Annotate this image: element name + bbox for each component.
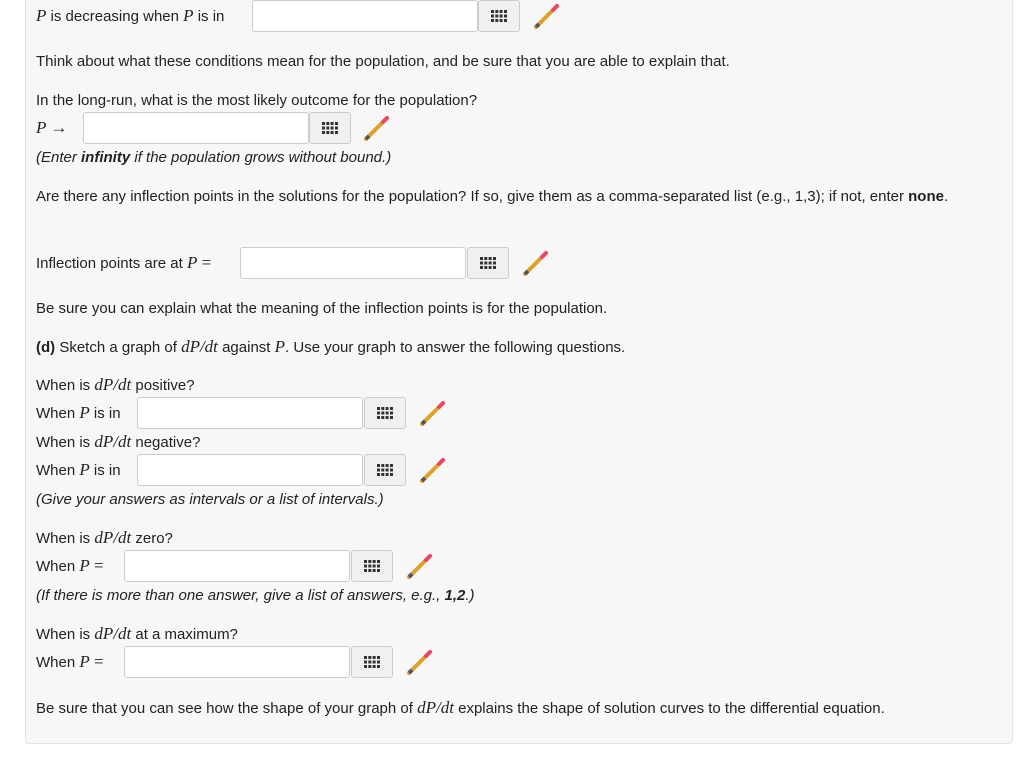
positive-label: When P is in	[36, 403, 121, 422]
inflection-input[interactable]	[241, 248, 465, 278]
final-explain-text: Be sure that you can see how the shape of your graph of dP/dt explains the shape of solution curves to the differential equation.	[36, 698, 885, 717]
equation-palette-button[interactable]	[364, 397, 406, 429]
pencil-preview-icon[interactable]	[532, 3, 560, 31]
positive-question: When is dP/dt positive?	[36, 375, 195, 394]
negative-input[interactable]	[138, 455, 362, 485]
longrun-answer-box[interactable]	[83, 112, 309, 144]
intervals-hint: (Give your answers as intervals or a list of intervals.)	[36, 491, 384, 508]
zero-label: When P =	[36, 556, 104, 575]
positive-answer-box[interactable]	[137, 397, 363, 429]
pencil-preview-icon[interactable]	[418, 400, 446, 428]
longrun-hint: (Enter infinity if the population grows without bound.)	[36, 149, 392, 166]
decreasing-answer-box[interactable]	[252, 0, 478, 32]
equation-palette-icon	[322, 122, 338, 134]
equation-palette-icon	[377, 464, 393, 476]
maximum-input[interactable]	[125, 647, 349, 677]
negative-question: When is dP/dt negative?	[36, 432, 201, 451]
negative-answer-box[interactable]	[137, 454, 363, 486]
equation-palette-icon	[364, 656, 380, 668]
longrun-input[interactable]	[84, 113, 308, 143]
zero-answer-box[interactable]	[124, 550, 350, 582]
pencil-preview-icon[interactable]	[405, 553, 433, 581]
decreasing-input[interactable]	[253, 1, 477, 31]
equation-palette-button[interactable]	[351, 646, 393, 678]
equation-palette-button[interactable]	[309, 112, 351, 144]
equation-palette-button[interactable]	[351, 550, 393, 582]
equation-palette-button[interactable]	[364, 454, 406, 486]
pencil-preview-icon[interactable]	[418, 457, 446, 485]
pencil-preview-icon[interactable]	[521, 250, 549, 278]
decreasing-label: P is decreasing when P is in	[36, 6, 225, 25]
explain-conditions-text: Think about what these conditions mean for the population, and be sure that you are able to explain that.	[36, 53, 730, 70]
inflection-label: Inflection points are at P =	[36, 253, 212, 272]
inflection-answer-box[interactable]	[240, 247, 466, 279]
zero-question: When is dP/dt zero?	[36, 528, 173, 547]
equation-palette-icon	[491, 10, 507, 22]
equation-palette-icon	[364, 560, 380, 572]
maximum-answer-box[interactable]	[124, 646, 350, 678]
explain-inflection-text: Be sure you can explain what the meaning of the inflection points is for the population.	[36, 300, 608, 317]
maximum-label: When P =	[36, 652, 104, 671]
maximum-question: When is dP/dt at a maximum?	[36, 624, 238, 643]
equation-palette-icon	[377, 407, 393, 419]
negative-label: When P is in	[36, 460, 121, 479]
inflection-question: Are there any inflection points in the solutions for the population? If so, give them as a comma-separated list (e.g., 1,3); if not, enter none.	[36, 188, 949, 205]
zero-input[interactable]	[125, 551, 349, 581]
equation-palette-button[interactable]	[467, 247, 509, 279]
positive-input[interactable]	[138, 398, 362, 428]
zero-hint: (If there is more than one answer, give a list of answers, e.g., 1,2.)	[36, 587, 475, 604]
longrun-question: In the long-run, what is the most likely outcome for the population?	[36, 92, 478, 109]
var-p: P	[36, 6, 47, 25]
pencil-preview-icon[interactable]	[405, 649, 433, 677]
longrun-lhs: P →	[36, 118, 68, 137]
equation-palette-icon	[480, 257, 496, 269]
pencil-preview-icon[interactable]	[362, 115, 390, 143]
equation-palette-button[interactable]	[478, 0, 520, 32]
part-d-instructions: (d) Sketch a graph of dP/dt against P. Use your graph to answer the following questions.	[36, 337, 626, 356]
